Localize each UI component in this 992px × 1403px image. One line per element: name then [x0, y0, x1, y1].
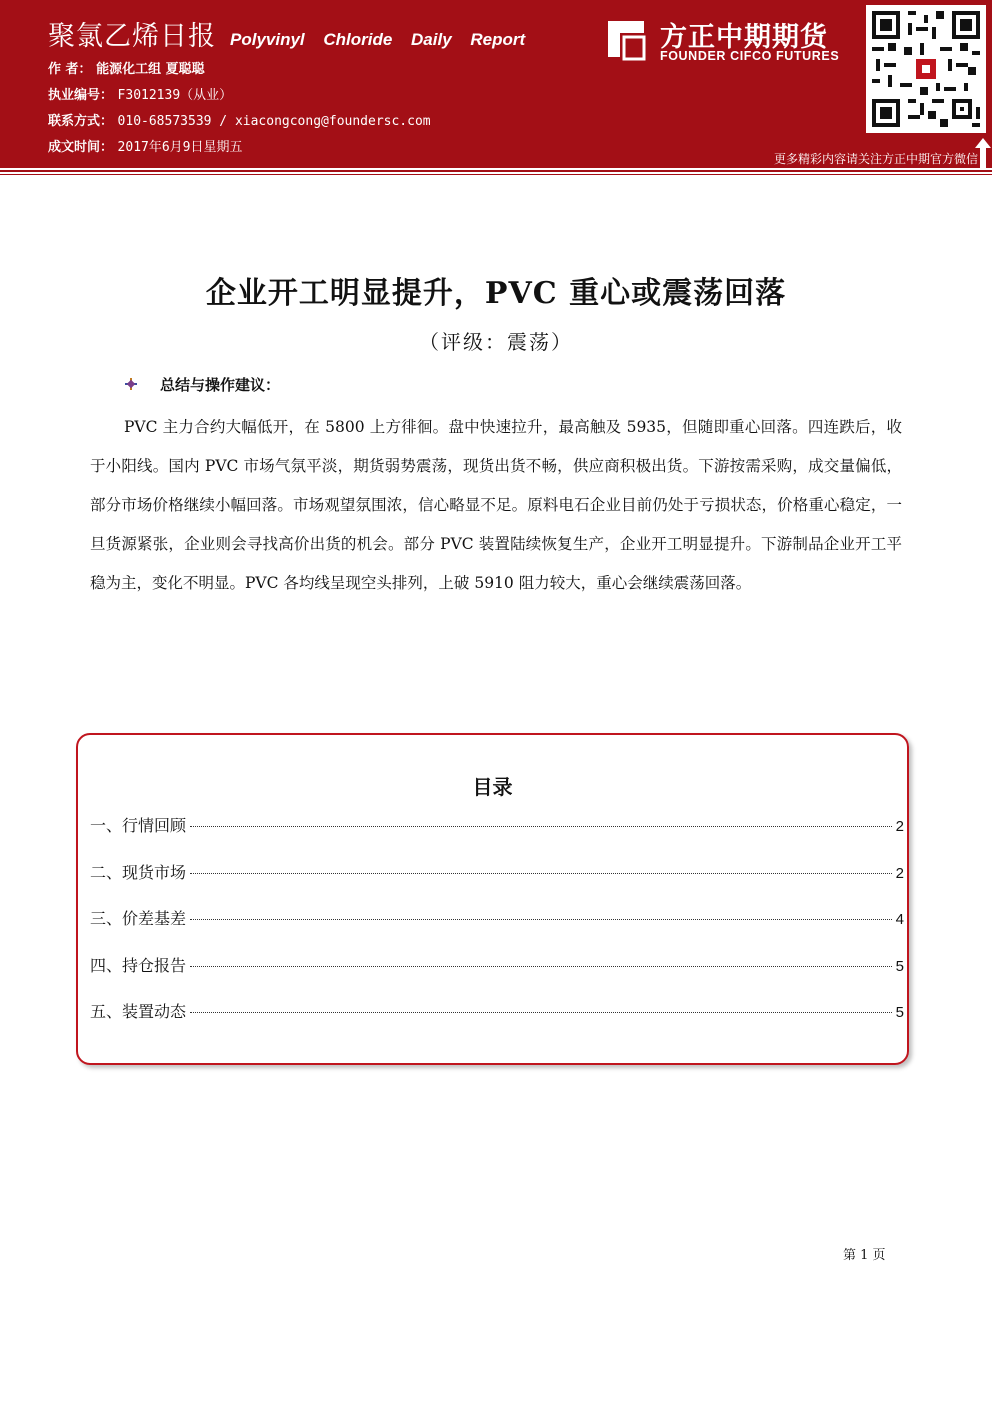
toc-leader-dots	[190, 966, 892, 967]
report-en-title: Polyvinyl Chloride Daily Report	[230, 30, 526, 49]
toc-item-page[interactable]: 4	[895, 911, 904, 928]
summary-heading	[124, 374, 280, 395]
author-row	[48, 60, 431, 86]
header-divider-thin	[0, 174, 992, 175]
toc-item-page[interactable]: 2	[895, 818, 904, 835]
toc-title: 目录	[472, 775, 513, 799]
license-value: F3012139（从业）	[117, 88, 233, 103]
summary-paragraph: PVC 主力合约大幅低开，在 5800 上方徘徊。盘中快速拉升，最高触及 5935，但随即重心回落。四连跌后，收于小阳线。国内 PVC 市场气氛平淡，期货弱势震荡，现货出货不畅，供应商积极出货。下游按需采购，成交量偏低，部分市场价格继续小幅回落。市场观望氛围浓，信心略显不足。原料电石企业目前仍处于亏损状态，价格重心稳定，一旦货源紧张，企业则会寻找高价出货的机会。部分 PVC 装置陆续恢复生产，企业开工明显提升。下游制品企业开工平稳为主，变化不明显。PVC 各均线呈现空头排列，上破 5910 阻力较大，重心会继续震荡回落。	[90, 418, 902, 592]
toc-leader-dots	[190, 873, 892, 874]
summary-heading-text: 总结与操作建议：	[160, 376, 281, 394]
toc-leader-dots	[190, 919, 892, 920]
date-row	[48, 138, 431, 164]
toc-item-label[interactable]: 四、持仓报告	[90, 955, 187, 975]
toc-item-page[interactable]: 5	[895, 1004, 904, 1021]
toc-item-label[interactable]: 五、装置动态	[90, 1002, 187, 1021]
toc-item-label[interactable]: 二、现货市场	[90, 862, 187, 882]
toc-item-label[interactable]: 三、价差基差	[90, 909, 187, 928]
toc-item-label[interactable]: 一、行情回顾	[90, 816, 187, 835]
toc-list	[90, 813, 904, 1046]
toc-item-3[interactable]	[90, 906, 904, 953]
author-meta	[48, 60, 431, 164]
toc-leader-dots	[190, 1012, 892, 1013]
report-cn-title: 聚氯乙烯日报	[48, 21, 216, 52]
toc-item-page[interactable]: 5	[895, 957, 904, 975]
date-value: 2017年6月9日星期五	[117, 140, 243, 155]
qr-code-icon	[872, 11, 980, 127]
license-row	[48, 86, 431, 112]
toc-item-5[interactable]	[90, 999, 904, 1046]
table-of-contents	[76, 733, 909, 1065]
document-title: 企业开工明显提升，PVC 重心或震荡回落	[205, 276, 787, 311]
logo-cn-text: 方正中期期货	[660, 22, 828, 53]
up-arrow-icon	[975, 138, 991, 168]
page-number: 第 1 页	[843, 1248, 886, 1263]
toc-leader-dots	[190, 826, 892, 827]
toc-item-4[interactable]	[90, 953, 904, 1000]
license-label: 执业编号：	[48, 88, 114, 103]
author-value: 能源化工组 夏聪聪	[96, 62, 205, 77]
date-label: 成文时间：	[48, 140, 114, 155]
contact-label: 联系方式：	[48, 114, 114, 129]
author-label: 作 者：	[48, 62, 92, 77]
wechat-follow-note: 更多精彩内容请关注方正中期官方微信	[773, 152, 978, 166]
contact-value[interactable]: 010-68573539 / xiacongcong@foundersc.com	[117, 114, 431, 129]
rating-label: （评级：震荡）	[419, 330, 573, 354]
qr-code	[866, 5, 986, 133]
diamond-bullet-icon	[124, 377, 138, 391]
logo-en-text: FOUNDER CIFCO FUTURES	[660, 49, 840, 63]
toc-item-1[interactable]	[90, 813, 904, 860]
toc-item-page[interactable]: 2	[895, 864, 904, 882]
report-header	[0, 0, 992, 168]
contact-row	[48, 112, 431, 138]
toc-item-2[interactable]	[90, 860, 904, 907]
header-divider	[0, 170, 992, 172]
founder-logo-icon	[602, 17, 648, 63]
report-title-bar	[48, 14, 525, 54]
company-logo	[602, 15, 862, 65]
